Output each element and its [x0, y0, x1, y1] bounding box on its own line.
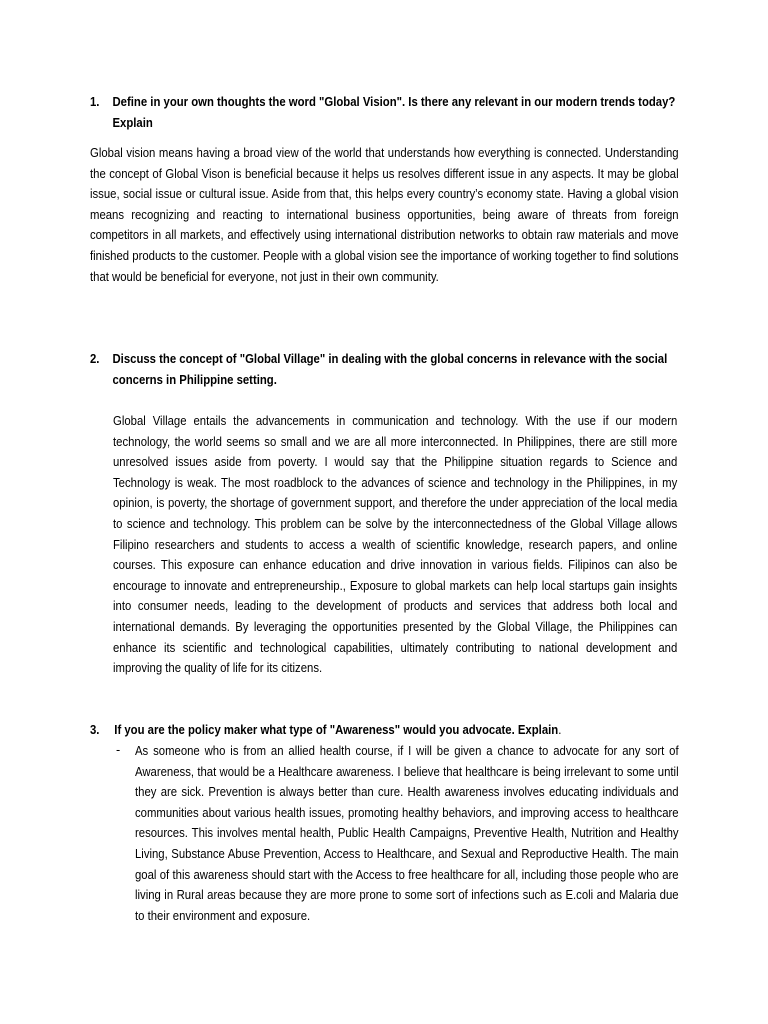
- question-2-number: 2.: [90, 352, 100, 366]
- question-3-text: If you are the policy maker what type of "Awareness" would you advocate. Explain: [114, 723, 559, 737]
- bullet-dash: -: [116, 743, 121, 757]
- answer-1: Global vision means having a broad view of the world that understands how everything is connected. Understanding the concept of Global Vison is beneficial because it helps us resolves different issue in any aspects. It may be global issue, social issue or cultural issue. Aside from that, this helps every country’s economy state. Having a global vision means recognizing and reacting to international business opportunities, being aware of threats from foreign competitors in all markets, and effectively using international distribution networks to obtain raw materials and move finished products to the customer. People with a global vision see the importance of working together to find solutions that would be beneficial for everyone, not just in their own community.: [90, 146, 679, 284]
- question-1: [90, 92, 680, 133]
- question-1-text: Define in your own thoughts the word "Global Vision". Is there any relevant in our modern trends today? Explain: [112, 95, 676, 130]
- answer-2: Global Village entails the advancements in communication and technology. With the use if our modern technology, the world seems so small and we are all more interconnected. In Philippines, there are still more unresolved issues aside from poverty. I would say that the Philippine situation regards to Science and Technology is weak. The most roadblock to the advances of science and technology in the Philippines, in my opinion, is poverty, the shortage of government support, and therefore the under appreciation of the local media to science and technology. This problem can be solve by the interconnectedness of the Global Village allows Filipino researchers and students to access a wealth of scientific knowledge, research papers, and online courses. This exposure can enhance education and drive innovation in various fields. Filipinos can also be encourage to innovate and entrepreneurship., Exposure to global markets can help local startups gain insights into consumer needs, leading to the development of products and services that address both local and international demands. By leveraging the opportunities presented by the Global Village, the Philippines can enhance its scientific and technological capabilities, ultimately contributing to national development and improving the quality of life for its citizens.: [113, 414, 678, 676]
- question-1-number: 1.: [90, 95, 100, 109]
- question-2-text: Discuss the concept of "Global Village" in dealing with the global concerns in relevance with the social concerns in Philippine setting.: [112, 352, 668, 387]
- question-3-suffix: .: [558, 723, 562, 737]
- question-3-number: 3.: [90, 723, 100, 737]
- question-2: [90, 349, 680, 390]
- question-3: [90, 720, 680, 741]
- answer-3: As someone who is from an allied health course, if I will be given a chance to advocate for any sort of Awareness, that would be a Healthcare awareness. I believe that healthcare is being irrelevant to some until they are sick. Prevention is always better than cure. Health awareness involves educating individuals and communities about various health issues, promoting healthy behaviors, and improving access to healthcare resources. This involves mental health, Public Health Campaigns, Preventive Health, Nutrition and Healthy Living, Substance Abuse Prevention, Access to Healthcare, and Sexual and Reproductive Health. The main goal of this awareness should start with the Access to free healthcare for all, including those people who are living in Rural areas because they are more prone to some sort of infections such as E.coli and Malaria due to their environment and exposure.: [135, 744, 679, 923]
